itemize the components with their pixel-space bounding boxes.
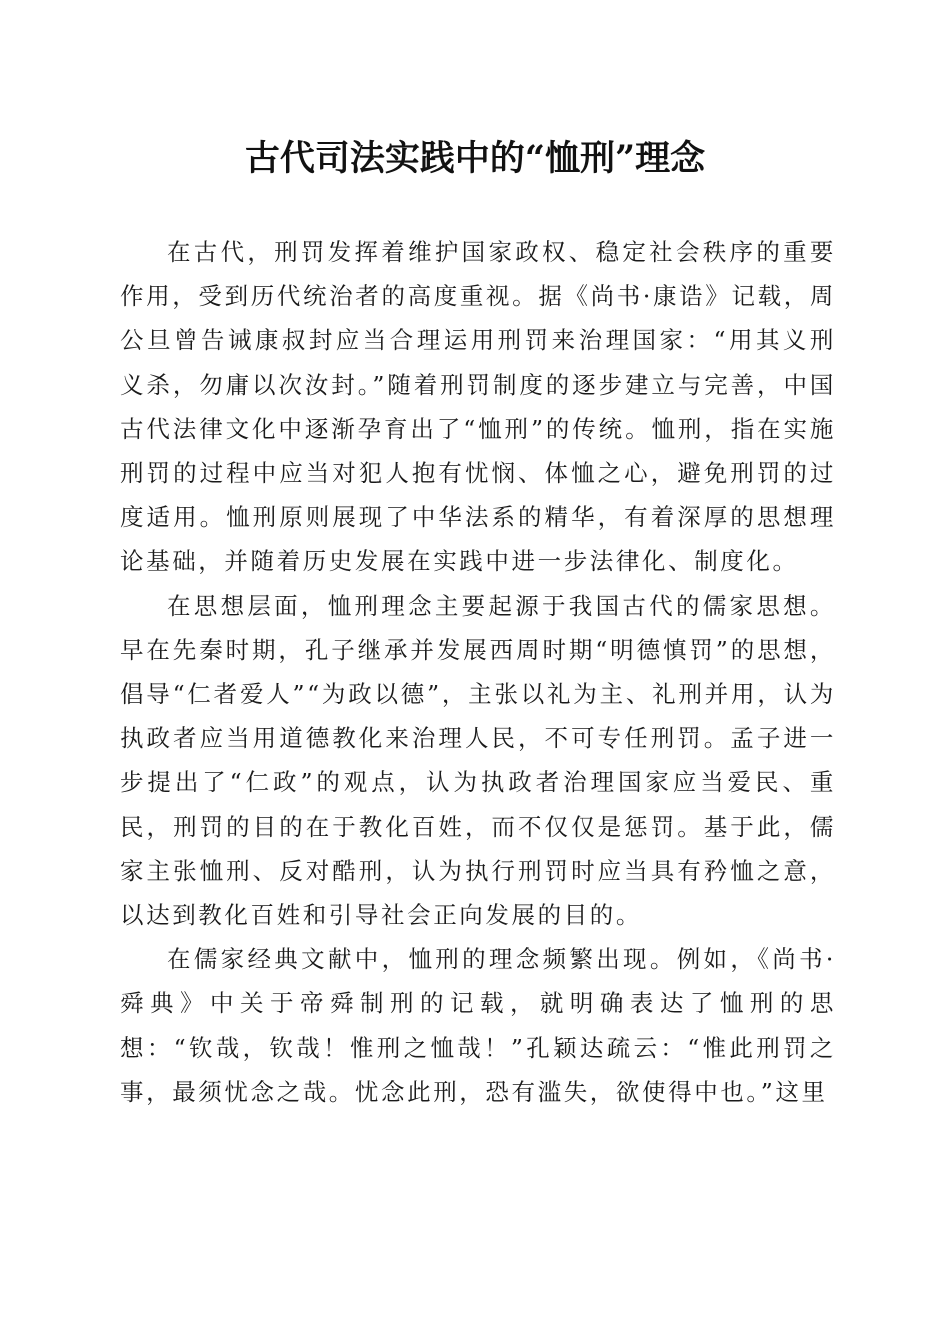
paragraph-1: 在古代，刑罚发挥着维护国家政权、稳定社会秩序的重要作用，受到历代统治者的高度重视。据《尚书·康诰》记载，周公旦曾告诫康叔封应当合理运用刑罚来治理国家：“用其义刑义杀，勿庸以次汝封。”随着刑罚制度的逐步建立与完善，中国古代法律文化中逐渐孕育出了“恤刑”的传统。恤刑，指在实施刑罚的过程中应当对犯人抱有忧悯、体恤之心，避免刑罚的过度适用。恤刑原则展现了中华法系的精华，有着深厚的思想理论基础，并随着历史发展在实践中进一步法律化、制度化。 xyxy=(120,238,836,576)
document-body xyxy=(120,230,836,1114)
paragraph-2: 在思想层面，恤刑理念主要起源于我国古代的儒家思想。早在先秦时期，孔子继承并发展西周时期“明德慎罚”的思想，倡导“仁者爱人”“为政以德”，主张以礼为主、礼刑并用，认为执政者应当用道德教化来治理人民，不可专任刑罚。孟子进一步提出了“仁政”的观点，认为执政者治理国家应当爱民、重民，刑罚的目的在于教化百姓，而不仅仅是惩罚。基于此，儒家主张恤刑、反对酷刑，认为执行刑罚时应当具有矜恤之意，以达到教化百姓和引导社会正向发展的目的。 xyxy=(120,591,836,930)
paragraph-3: 在儒家经典文献中，恤刑的理念频繁出现。例如，《尚书·舜典》中关于帝舜制刑的记载，就明确表达了恤刑的思想：“钦哉，钦哉！惟刑之恤哉！”孔颖达疏云：“惟此刑罚之事，最须忧念之哉。忧念此刑，恐有滥失，欲使得中也。”这里 xyxy=(120,945,836,1106)
document-title: 古代司法实践中的“恤刑”理念 xyxy=(244,138,706,179)
